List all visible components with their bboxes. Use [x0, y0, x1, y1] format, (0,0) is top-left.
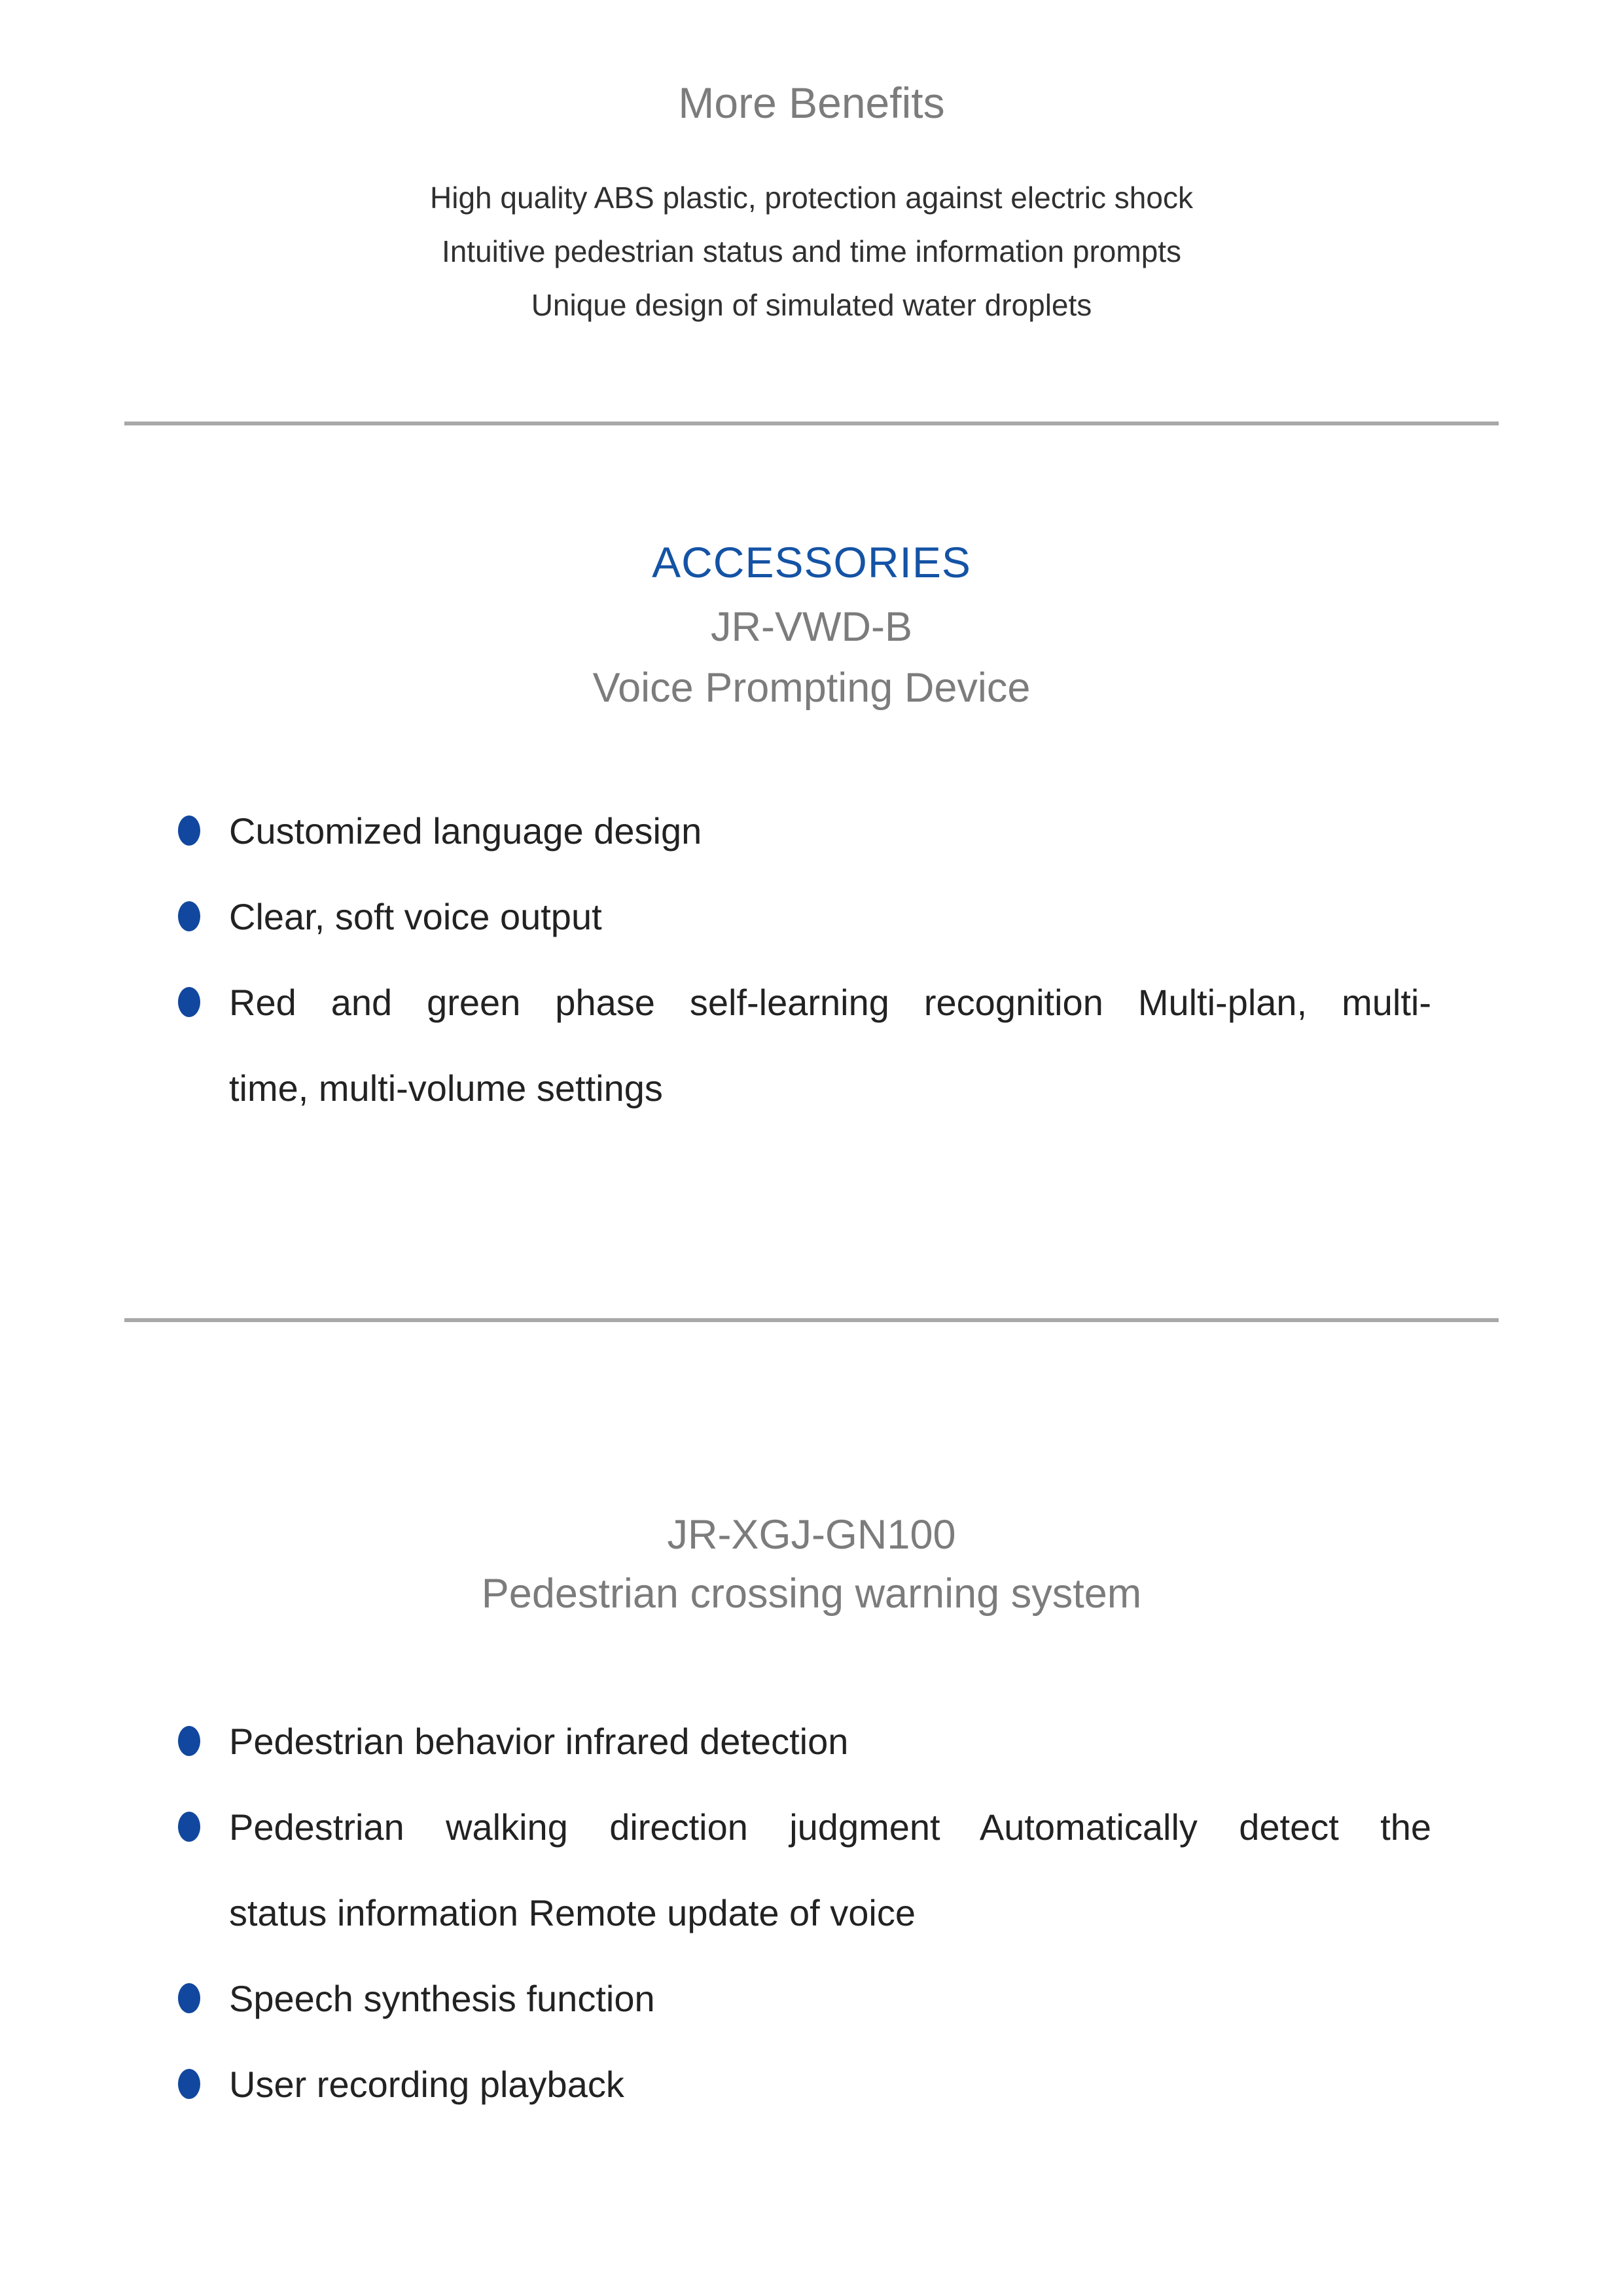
feature-line: Customized language design: [229, 810, 702, 852]
bullet-icon: [178, 2069, 200, 2099]
bullet-icon: [178, 816, 200, 846]
feature-line: User recording playback: [229, 2064, 624, 2105]
bullet-icon: [178, 901, 200, 931]
feature-line: Pedestrian walking direction judgment Automatically detect the: [229, 1806, 1431, 1848]
feature-item: [178, 1784, 1431, 1956]
feature-item: [178, 788, 1431, 874]
bullet-icon: [178, 1812, 200, 1842]
bullet-icon: [178, 987, 200, 1017]
section-divider: [124, 1318, 1499, 1322]
benefit-line: Intuitive pedestrian status and time information prompts: [441, 234, 1182, 268]
feature-item: [178, 960, 1431, 1131]
product-name-pedestrian-crossing-warning-system: Pedestrian crossing warning system: [481, 1571, 1142, 1617]
feature-list-warning-system: [178, 1698, 1431, 2127]
feature-line: Pedestrian behavior infrared detection: [229, 1721, 849, 1762]
bullet-icon: [178, 1726, 200, 1756]
benefit-line: Unique design of simulated water droplets: [531, 288, 1092, 322]
benefit-line: High quality ABS plastic, protection against electric shock: [430, 181, 1193, 215]
product-name-voice-prompting-device: Voice Prompting Device: [592, 665, 1031, 711]
feature-list-voice-prompting-device: [178, 788, 1431, 1131]
product-model-jr-xgj-gn100: JR-XGJ-GN100: [667, 1512, 956, 1558]
feature-line: Clear, soft voice output: [229, 896, 602, 937]
feature-item: [178, 874, 1431, 960]
feature-line: Speech synthesis function: [229, 1978, 655, 2019]
bullet-icon: [178, 1983, 200, 2013]
feature-item: [178, 2041, 1431, 2127]
more-benefits-title: More Benefits: [678, 79, 945, 127]
feature-item: [178, 1956, 1431, 2041]
feature-item: [178, 1698, 1431, 1784]
feature-line: status information Remote update of voice: [229, 1892, 916, 1933]
product-model-jr-vwd-b: JR-VWD-B: [711, 604, 912, 650]
feature-line: Red and green phase self-learning recognition Multi-plan, multi-: [229, 982, 1431, 1023]
accessories-heading: ACCESSORIES: [652, 538, 971, 586]
feature-line: time, multi-volume settings: [229, 1067, 663, 1109]
more-benefits-text: [0, 171, 1623, 332]
section-divider: [124, 422, 1499, 425]
